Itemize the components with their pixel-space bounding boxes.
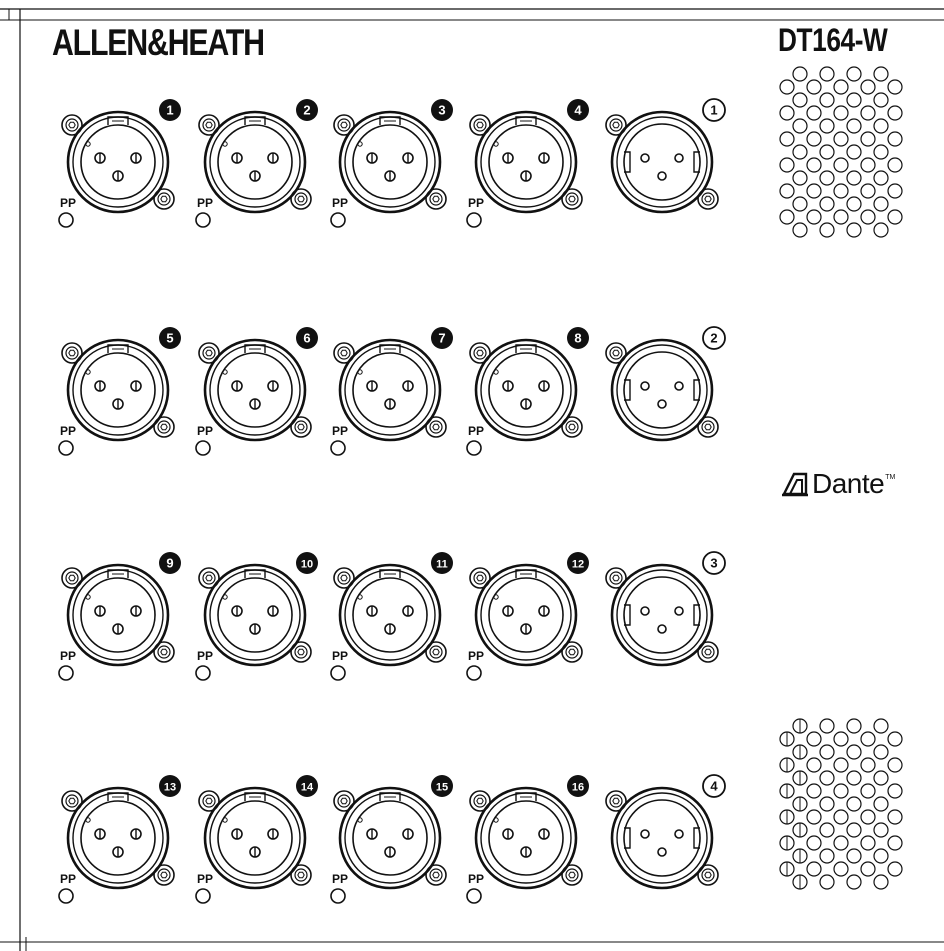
- input-number-label: 3: [438, 102, 446, 118]
- input-number-badge: [567, 775, 589, 797]
- model-name: DT164-W: [778, 22, 888, 58]
- input-number-badge: [431, 775, 453, 797]
- input-number-badge: [296, 775, 318, 797]
- dante-wordmark: Dante: [812, 468, 885, 499]
- input-number-badge: [431, 99, 453, 121]
- input-number-label: 12: [571, 558, 585, 571]
- phantom-power-label: PP: [468, 196, 485, 210]
- phantom-power-label: PP: [60, 424, 77, 438]
- phantom-power-led: [467, 213, 481, 227]
- phantom-power-led: [331, 666, 345, 680]
- phantom-power-led: [467, 889, 481, 903]
- phantom-power-led: [467, 441, 481, 455]
- vent-grille-icon: [780, 719, 902, 889]
- input-number-label: 4: [574, 102, 582, 118]
- xlr-output-3[interactable]: [606, 552, 725, 665]
- input-number-label: 5: [166, 330, 174, 346]
- xlr-input-3[interactable]: [331, 99, 453, 227]
- dante-trademark: TM: [885, 474, 896, 481]
- phantom-power-label: PP: [197, 196, 214, 210]
- phantom-power-led: [467, 666, 481, 680]
- phantom-power-led: [59, 213, 73, 227]
- output-number-label: 1: [710, 102, 718, 118]
- xlr-input-8[interactable]: [467, 327, 589, 455]
- xlr-input-11[interactable]: [331, 552, 453, 680]
- input-number-label: 13: [163, 781, 177, 794]
- xlr-input-6[interactable]: [196, 327, 318, 455]
- phantom-power-label: PP: [197, 649, 214, 663]
- xlr-input-13[interactable]: [59, 775, 181, 903]
- input-number-label: 1: [166, 102, 174, 118]
- xlr-input-14[interactable]: [196, 775, 318, 903]
- xlr-input-9[interactable]: [59, 552, 181, 680]
- input-number-label: 7: [438, 330, 446, 346]
- input-number-badge: [431, 552, 453, 574]
- phantom-power-led: [331, 213, 345, 227]
- dante-logo: [780, 470, 895, 498]
- xlr-input-5[interactable]: [59, 327, 181, 455]
- input-number-label: 11: [436, 558, 448, 571]
- input-number-label: 15: [435, 781, 449, 794]
- phantom-power-label: PP: [332, 872, 349, 886]
- phantom-power-led: [59, 666, 73, 680]
- dante-mark-icon: [780, 470, 810, 498]
- phantom-power-label: PP: [60, 196, 77, 210]
- xlr-input-16[interactable]: [467, 775, 589, 903]
- output-number-badge: [703, 99, 725, 121]
- phantom-power-label: PP: [60, 649, 77, 663]
- input-number-badge: [567, 99, 589, 121]
- output-number-label: 4: [710, 778, 718, 794]
- phantom-power-led: [59, 889, 73, 903]
- output-number-label: 3: [710, 555, 718, 571]
- input-number-label: 8: [574, 330, 582, 346]
- phantom-power-label: PP: [332, 424, 349, 438]
- input-number-label: 9: [166, 555, 174, 571]
- xlr-input-1[interactable]: [59, 99, 181, 227]
- input-number-badge: [159, 775, 181, 797]
- phantom-power-label: PP: [60, 872, 77, 886]
- output-number-badge: [703, 552, 725, 574]
- input-number-label: 14: [300, 781, 314, 794]
- xlr-input-4[interactable]: [467, 99, 589, 227]
- phantom-power-led: [196, 666, 210, 680]
- input-number-badge: [159, 99, 181, 121]
- input-number-label: 6: [303, 330, 311, 346]
- xlr-input-10[interactable]: [196, 552, 318, 680]
- xlr-input-12[interactable]: [467, 552, 589, 680]
- phantom-power-led: [196, 441, 210, 455]
- input-number-badge: [567, 327, 589, 349]
- phantom-power-led: [59, 441, 73, 455]
- phantom-power-led: [196, 889, 210, 903]
- input-number-badge: [296, 552, 318, 574]
- xlr-input-7[interactable]: [331, 327, 453, 455]
- input-number-badge: [567, 552, 589, 574]
- xlr-output-2[interactable]: [606, 327, 725, 440]
- input-number-label: 16: [571, 781, 585, 794]
- input-number-badge: [159, 552, 181, 574]
- phantom-power-led: [196, 213, 210, 227]
- phantom-power-label: PP: [468, 872, 485, 886]
- phantom-power-led: [331, 441, 345, 455]
- xlr-input-15[interactable]: [331, 775, 453, 903]
- phantom-power-label: PP: [468, 649, 485, 663]
- xlr-input-2[interactable]: [196, 99, 318, 227]
- output-number-label: 2: [710, 330, 718, 346]
- input-number-badge: [296, 99, 318, 121]
- input-number-label: 10: [300, 558, 314, 571]
- output-number-badge: [703, 327, 725, 349]
- phantom-power-led: [331, 889, 345, 903]
- phantom-power-label: PP: [468, 424, 485, 438]
- phantom-power-label: PP: [197, 872, 214, 886]
- phantom-power-label: PP: [197, 424, 214, 438]
- input-number-badge: [159, 327, 181, 349]
- phantom-power-label: PP: [332, 196, 349, 210]
- input-number-badge: [431, 327, 453, 349]
- xlr-output-1[interactable]: [606, 99, 725, 212]
- output-number-badge: [703, 775, 725, 797]
- xlr-output-4[interactable]: [606, 775, 725, 888]
- brand-logo: ALLEN&HEATH: [52, 22, 264, 63]
- phantom-power-label: PP: [332, 649, 349, 663]
- vent-grille-icon: [780, 67, 902, 237]
- input-number-label: 2: [303, 102, 311, 118]
- input-number-badge: [296, 327, 318, 349]
